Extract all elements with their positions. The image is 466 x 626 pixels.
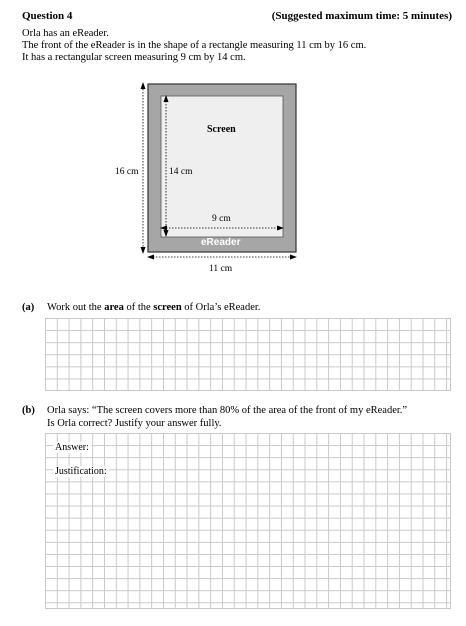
question-number: Question 4	[22, 10, 73, 22]
outer-width-label: 11 cm	[209, 264, 233, 274]
outer-width-arrowhead-right	[290, 255, 297, 260]
part-a-text-mid: of the	[123, 302, 154, 313]
intro-line-1: Orla has an eReader.	[22, 28, 109, 39]
suggested-time-note: (Suggested maximum time: 5 minutes)	[271, 10, 452, 22]
intro-line-2: The front of the eReader is in the shape of a rectangle measuring 11 cm by 16 cm.	[22, 40, 367, 51]
part-b-line-1: Orla says: “The screen covers more than 80% of the area of the front of my eReader.”	[47, 405, 408, 416]
part-b-label: (b)	[22, 405, 35, 416]
part-b-answer-grid[interactable]	[45, 433, 451, 609]
part-a-bold-screen: screen	[153, 302, 182, 313]
part-a-text-after: of Orla’s eReader.	[181, 302, 261, 313]
part-b-line-2: Is Orla correct? Justify your answer fully.	[47, 418, 222, 429]
part-a-answer-grid[interactable]	[45, 318, 451, 391]
part-a-text-before: Work out the	[47, 302, 105, 313]
screen-label: Screen	[207, 124, 236, 135]
outer-width-arrowhead-left	[147, 255, 154, 260]
justification-label: Justification:	[55, 466, 107, 477]
screen-height-label: 14 cm	[169, 167, 193, 177]
part-a-bold-area: area	[104, 302, 124, 313]
answer-label: Answer:	[55, 442, 89, 453]
ereader-device-label: eReader	[201, 237, 241, 248]
outer-height-arrowhead-top	[141, 82, 146, 89]
outer-height-label: 16 cm	[115, 167, 139, 177]
part-a-label: (a)	[22, 302, 35, 313]
part-a-question	[47, 302, 260, 313]
screen-width-label: 9 cm	[212, 214, 231, 224]
outer-height-arrowhead-bottom	[141, 247, 146, 254]
intro-line-3: It has a rectangular screen measuring 9 cm by 14 cm.	[22, 52, 246, 63]
